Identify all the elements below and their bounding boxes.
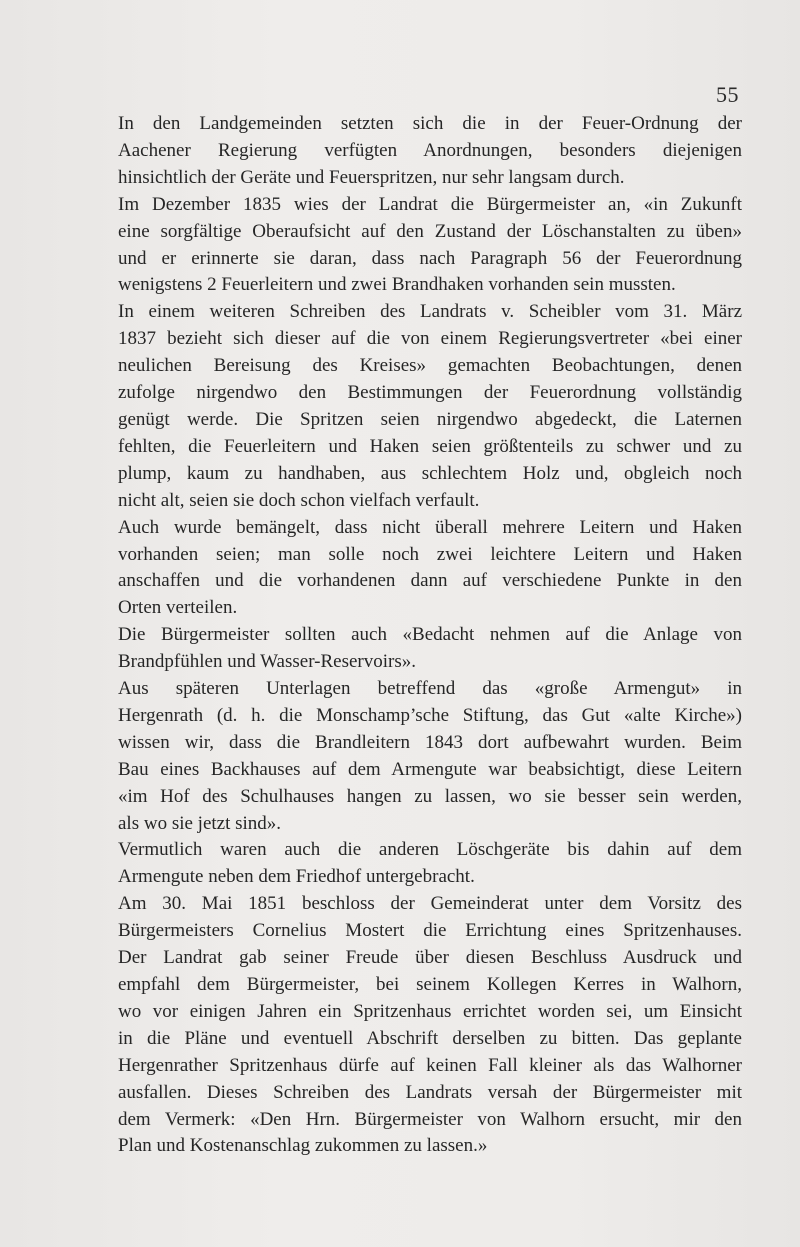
body-text xyxy=(118,111,742,1160)
text-line: anschaffen und die vorhandenen dann auf verschiedene Punkte in den xyxy=(118,570,742,592)
text-line: in die Pläne und eventuell Abschrift derselben zu bitten. Das geplante xyxy=(118,1027,742,1049)
text-line: zufolge nirgendwo den Bestimmungen der Feuerordnung vollständig xyxy=(118,382,742,404)
text-line: eine sorgfältige Oberaufsicht auf den Zustand der Löschanstalten zu üben» xyxy=(118,220,742,242)
text-line: Hergenrath (d. h. die Monschamp’sche Stiftung, das Gut «alte Kirche») xyxy=(118,704,742,726)
text-line: plump, kaum zu handhaben, aus schlechtem Holz und, obgleich noch xyxy=(118,462,742,484)
text-line: empfahl dem Bürgermeister, bei seinem Kollegen Kerres in Walhorn, xyxy=(118,974,742,995)
paragraph xyxy=(118,837,742,891)
text-line: genügt werde. Die Spritzen seien nirgendwo abgedeckt, die Laternen xyxy=(118,408,742,430)
text-line: wissen wir, dass die Brandleitern 1843 dort aufbewahrt wurden. Beim xyxy=(118,731,742,753)
text-line: nicht alt, seien sie doch schon vielfach verfault. xyxy=(118,489,480,511)
text-line: fehlten, die Feuerleitern und Haken seien größtenteils zu schwer und zu xyxy=(118,435,742,457)
text-line: Der Landrat gab seiner Freude über diesen Beschluss Ausdruck und xyxy=(118,947,742,969)
text-line: Bürgermeisters Cornelius Mostert die Errichtung eines Spritzenhauses. xyxy=(118,920,742,942)
text-line: 1837 bezieht sich dieser auf die von einem Regierungsvertreter «bei einer xyxy=(118,328,742,350)
text-line: Plan und Kostenanschlag zukommen zu lassen.» xyxy=(118,1135,488,1157)
text-line: Am 30. Mai 1851 beschloss der Gemeinderat unter dem Vorsitz des xyxy=(118,893,742,915)
text-line: ausfallen. Dieses Schreiben des Landrats versah der Bürgermeister mit xyxy=(118,1081,742,1103)
text-line: Armengute neben dem Friedhof untergebracht. xyxy=(118,866,475,888)
page-number: 55 xyxy=(716,82,739,107)
text-line: In einem weiteren Schreiben des Landrats v. Scheibler vom 31. März xyxy=(118,301,742,323)
paragraph xyxy=(118,299,742,514)
text-line: Vermutlich waren auch die anderen Löschgeräte bis dahin auf dem xyxy=(118,839,742,861)
text-line: Hergenrather Spritzenhaus dürfe auf keinen Fall kleiner als das Walhorner xyxy=(118,1054,742,1076)
text-line: als wo sie jetzt sind». xyxy=(118,812,282,834)
text-line: Im Dezember 1835 wies der Landrat die Bürgermeister an, «in Zukunft xyxy=(118,193,742,215)
text-line: Auch wurde bemängelt, dass nicht überall mehrere Leitern und Haken xyxy=(118,516,742,538)
text-line: und er erinnerte sie daran, dass nach Paragraph 56 der Feuerordnung xyxy=(118,247,742,269)
text-line: dem Vermerk: «Den Hrn. Bürgermeister von Walhorn ersucht, mir den xyxy=(118,1108,742,1130)
text-line: Aachener Regierung verfügten Anordnungen, besonders diejenigen xyxy=(118,139,742,161)
text-line: Aus späteren Unterlagen betreffend das «große Armengut» in xyxy=(118,678,742,700)
text-line: Orten verteilen. xyxy=(118,597,238,619)
paragraph xyxy=(118,891,742,1160)
text-line: Brandpfühlen und Wasser-Reservoirs». xyxy=(118,651,416,673)
paragraph xyxy=(118,676,742,837)
text-line: Bau eines Backhauses auf dem Armengute war beabsichtigt, diese Leitern xyxy=(118,758,742,780)
text-line: neulichen Bereisung des Kreises» gemachten Beobachtungen, denen xyxy=(118,355,742,377)
text-line: hinsichtlich der Geräte und Feuerspritzen, nur sehr langsam durch. xyxy=(118,166,625,188)
paragraph xyxy=(118,192,742,300)
text-line: In den Landgemeinden setzten sich die in der Feuer-Ordnung der xyxy=(118,113,742,134)
text-line: «im Hof des Schulhauses hangen zu lassen, wo sie besser sein werden, xyxy=(118,785,742,807)
paragraph xyxy=(118,111,742,192)
text-line: wenigstens 2 Feuerleitern und zwei Brandhaken vorhanden sein mussten. xyxy=(118,274,676,296)
paragraph xyxy=(118,622,742,676)
text-line: wo vor einigen Jahren ein Spritzenhaus errichtet worden sei, um Einsicht xyxy=(118,1000,742,1022)
paragraph xyxy=(118,515,742,623)
text-line: vorhanden seien; man solle noch zwei leichtere Leitern und Haken xyxy=(118,543,742,565)
text-line: Die Bürgermeister sollten auch «Bedacht nehmen auf die Anlage von xyxy=(118,624,742,646)
